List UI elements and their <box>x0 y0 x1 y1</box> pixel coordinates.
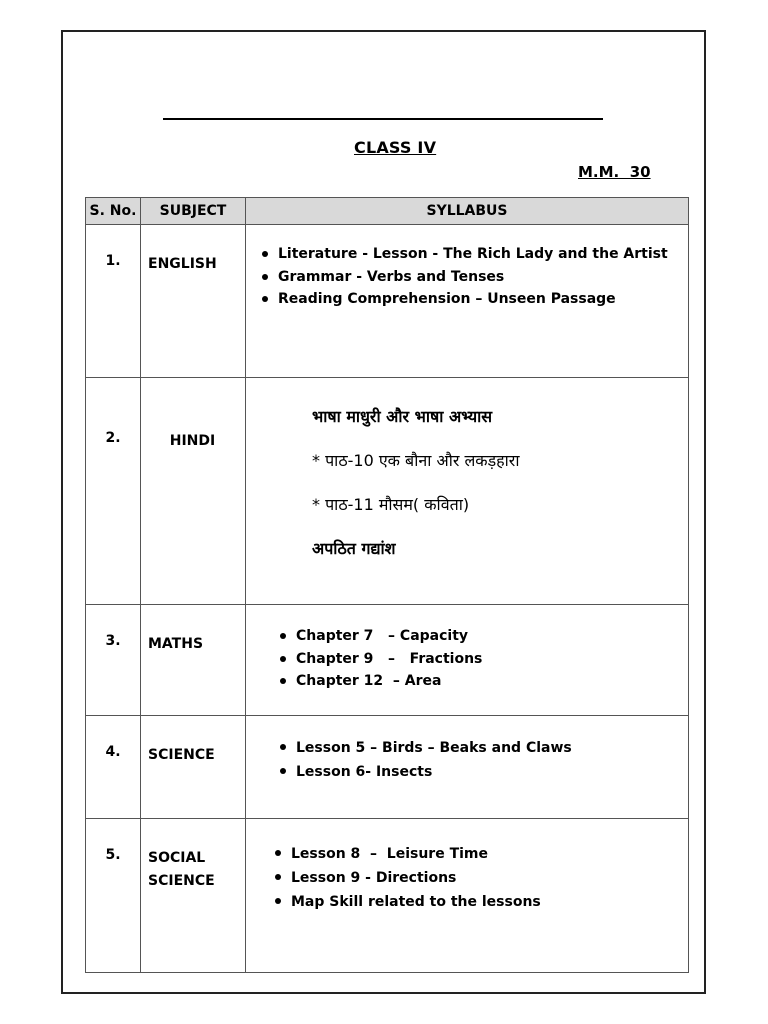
row-sno: 3. <box>86 605 141 716</box>
row-syllabus <box>246 716 689 819</box>
hindi-syllabus <box>246 378 688 581</box>
syllabus-list <box>246 716 688 784</box>
table-row-maths <box>86 605 689 716</box>
list-item: Chapter 7 – Capacity <box>274 625 688 648</box>
list-item: Lesson 9 - Directions <box>269 866 688 890</box>
header-sno: S. No. <box>86 198 141 225</box>
row-syllabus <box>246 605 689 716</box>
table-row-social-science <box>86 819 689 973</box>
title-rule <box>163 118 603 120</box>
header-subject: SUBJECT <box>141 198 246 225</box>
row-sno: 2. <box>86 378 141 605</box>
syllabus-list <box>246 225 688 311</box>
list-item: Lesson 8 – Leisure Time <box>269 842 688 866</box>
row-syllabus <box>246 378 689 605</box>
subject-line: SOCIAL <box>148 850 206 866</box>
hindi-line: भाषा माधुरी और भाषा अभ्यास <box>312 407 493 426</box>
row-sno: 1. <box>86 225 141 378</box>
list-item: Map Skill related to the lessons <box>269 890 688 914</box>
syllabus-list <box>246 819 688 914</box>
row-syllabus <box>246 819 689 973</box>
max-marks: M.M. 30 <box>578 163 651 181</box>
header-syllabus: SYLLABUS <box>246 198 689 225</box>
list-item: Reading Comprehension – Unseen Passage <box>256 288 688 311</box>
row-subject: SCIENCE <box>141 716 246 819</box>
row-sno: 4. <box>86 716 141 819</box>
row-subject <box>141 819 246 973</box>
list-item: Lesson 5 – Birds – Beaks and Claws <box>274 736 688 760</box>
row-subject: MATHS <box>141 605 246 716</box>
row-subject: HINDI <box>141 378 246 605</box>
subject-line: SCIENCE <box>148 873 215 889</box>
table-row-hindi <box>86 378 689 605</box>
list-item: Lesson 6- Insects <box>274 760 688 784</box>
row-sno: 5. <box>86 819 141 973</box>
hindi-line: अपठित गद्यांश <box>312 539 396 558</box>
list-item: Grammar - Verbs and Tenses <box>256 266 688 289</box>
hindi-line: * पाठ-11 मौसम( कविता) <box>312 495 470 514</box>
hindi-line: * पाठ-10 एक बौना और लकड़हारा <box>312 451 520 470</box>
list-item: Chapter 9 – Fractions <box>274 648 688 671</box>
row-syllabus <box>246 225 689 378</box>
table-header-row <box>86 198 689 225</box>
syllabus-table <box>85 197 689 973</box>
list-item: Literature - Lesson - The Rich Lady and the Artist <box>256 243 688 266</box>
row-subject: ENGLISH <box>141 225 246 378</box>
list-item: Chapter 12 – Area <box>274 670 688 693</box>
class-title: CLASS IV <box>354 138 437 157</box>
table-row-science <box>86 716 689 819</box>
syllabus-list <box>246 605 688 693</box>
table-row-english <box>86 225 689 378</box>
